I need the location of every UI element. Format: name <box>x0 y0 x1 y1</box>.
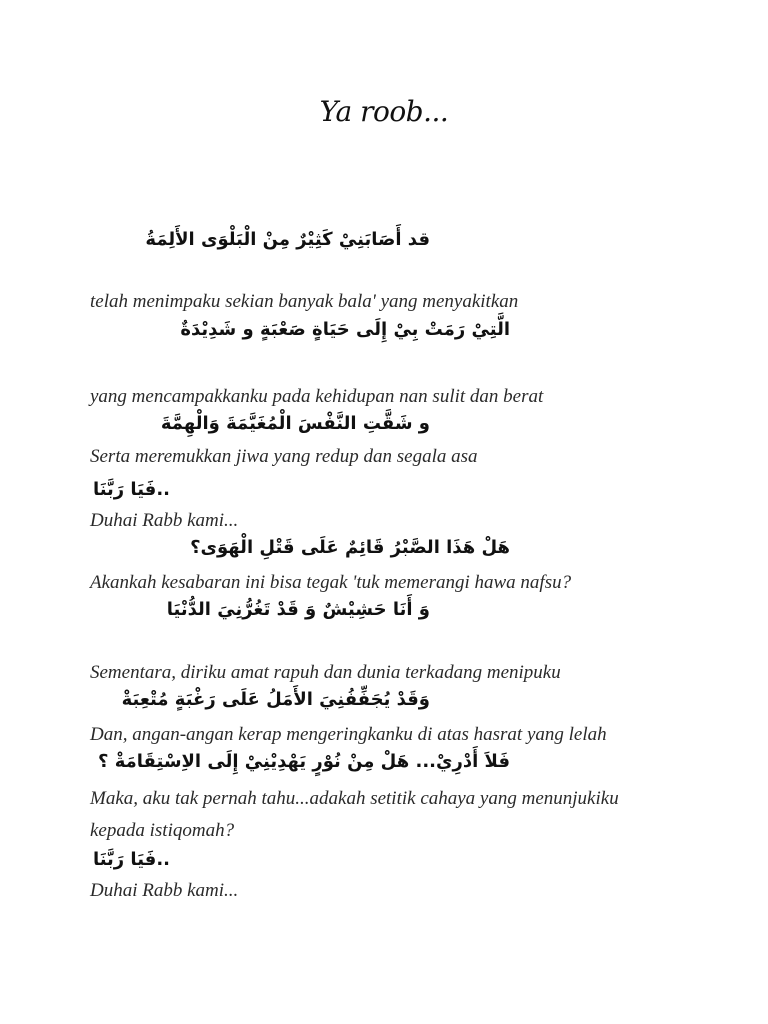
indonesian-line-7: Dan, angan-angan kerap mengeringkanku di atas hasrat yang lelah <box>90 724 607 745</box>
arabic-line-6: وَ أَنَا حَشِيْشٌ وَ قَدْ تَغُرُّنِيَ الدُّنْيَا <box>166 599 430 620</box>
indonesian-line-3: Serta meremukkan jiwa yang redup dan segala asa <box>90 446 478 467</box>
arabic-line-2: الَّتِيْ رَمَتْ بِيْ إِلَى حَيَاةٍ صَعْبَةٍ و شَدِيْدَةٌ <box>180 319 510 340</box>
indonesian-line-9: Duhai Rabb kami... <box>90 880 239 901</box>
page-title: Ya roob... <box>319 95 449 128</box>
arabic-line-5: هَلْ هَذَا الصَّبْرُ قَائِمٌ عَلَى قَتْلِ الْهَوَى؟ <box>190 537 510 558</box>
arabic-line-9: ..فَيَا رَبَّنَا <box>92 849 170 870</box>
arabic-line-3: و شَقَّتِ النَّفْسَ الْمُغَيَّمَةَ وَالْهِمَّةَ <box>160 413 430 434</box>
indonesian-line-1: telah menimpaku sekian banyak bala' yang menyakitkan <box>90 291 519 312</box>
indonesian-line-5: Akankah kesabaran ini bisa tegak 'tuk memerangi hawa nafsu? <box>90 572 572 593</box>
indonesian-line-6: Sementara, diriku amat rapuh dan dunia terkadang menipuku <box>90 662 561 683</box>
arabic-line-7: وَقَدْ يُجَفِّفُنِيَ الأَمَلُ عَلَى رَغْبَةٍ مُتْعِبَةْ <box>121 689 430 710</box>
indonesian-line-2: yang mencampakkanku pada kehidupan nan sulit dan berat <box>90 386 544 407</box>
indonesian-line-4: Duhai Rabb kami... <box>90 510 239 531</box>
arabic-line-8: فَلاَ أَدْرِيْ... هَلْ مِنْ نُوْرٍ يَهْدِيْنِيْ إِلَى الاِسْتِقَامَةْ ؟ <box>98 751 510 772</box>
indonesian-line-8: Maka, aku tak pernah tahu...adakah setitik cahaya yang menunjukiku kepada istiqomah? <box>90 788 619 841</box>
arabic-line-4: ..فَيَا رَبَّنَا <box>92 479 170 500</box>
arabic-line-1: قد أَصَابَنِيْ كَثِيْرٌ مِنْ الْبَلْوَى الأَلِمَةُ <box>145 229 430 250</box>
